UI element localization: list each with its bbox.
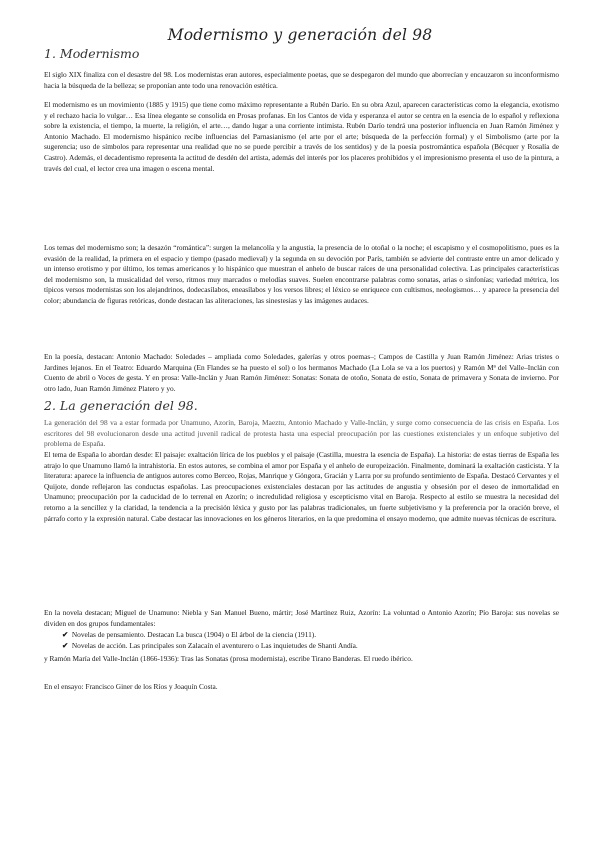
paragraph-generacion-ensayo: En el ensayo: Francisco Giner de los Ríos y Joaquín Costa. — [44, 682, 218, 691]
paragraph-generacion-novela: En la novela destacan; Miguel de Unamuno: Niebla y San Manuel Bueno, mártir; José Martínez Ruiz, Azorín: La voluntad o Antonio Azorín; Pío Baroja: sus novelas se dividen en dos grupos fundamentales: — [44, 608, 559, 628]
paragraph-generacion-valle-inclan: y Ramón María del Valle-Inclán (1866-1936): Tras las Sonatas (prosa modernista), escribe Tirano Banderas. El ruedo ibérico. — [44, 654, 413, 663]
list-item: ✔ Novelas de pensamiento. Destacan La busca (1904) o El árbol de la ciencia (1911). — [62, 630, 317, 639]
list-item: ✔ Novelas de acción. Las principales son Zalacaín el aventurero o Las inquietudes de Shanti Andía. — [62, 640, 358, 650]
paragraph-modernismo-obras: En la poesía, destacan: Antonio Machado: Soledades – ampliada como Soledades, galerías y otros poemas–; Campos de Castilla y Juan Ramón Jiménez: Arias tristes o Jardines lejanos. En el Teatro: Eduardo Marquina (En Flandes se ha puesto el sol) o los hermanos Machado (La Lola se va a los puertos) y Ramón Mª del Valle–Inclán con Cuento de abril o Voces de gesta. Y en prosa: Valle-Inclán y Juan Ramón Jiménez: Sonatas: Sonata de otoño, Sonata de estío, Sonata de primavera y Sonata de invierno. Por otro lado, Juan Ramón Jiménez Platero y yo. — [44, 352, 559, 393]
paragraph-modernismo-movimiento: El modernismo es un movimiento (1885 y 1915) que tiene como máximo representante a Rubén Darío. En su obra Azul, aparecen características como la elegancia, exotismo y el rechazo hacia lo vulgar… Esa línea elegante se consolida en Prosas profanas. En los Cantos de vida y esperanza el autor se centra en la esencia de lo español y reflexiona sobre la existencia, el tiempo, la muerte, la religión, el arte…, dando lugar a una corriente intimista. Rubén Darío tendrá una posterior influencia en Juan Ramón Jiménez y Antonio Machado. El modernismo hispánico recibe influencias del Parnasianismo (el arte por el arte; búsqueda de la perfección formal) y el Simbolismo (arte por la sugerencia; uso de símbolos para representar una realidad que no se puede percibir a través de los sentidos) y de la poesía postromántica española (Bécquer y Rosalía de Castro). Además, el decadentismo representa la actitud de desdén del artista, además del interés por los placeres prohibidos y el impresionismo presenta el uso de la pintura, a través del cual, el lector crea una imagen o escena mental. — [44, 100, 559, 173]
paragraph-modernismo-intro: El siglo XIX finaliza con el desastre del 98. Los modernistas eran autores, especialmente poetas, que se despegaron del mundo que aborrecían y encauzaron su inconformismo hacia la búsqueda de la belleza; se proponían ante todo una renovación estética. — [44, 70, 559, 90]
novel-group-list — [44, 630, 559, 651]
document-title: Modernismo y generación del 98 — [167, 26, 433, 44]
heading-generacion-98: 2. La generación del 98. — [44, 398, 198, 413]
paragraph-modernismo-temas: Los temas del modernismo son; la desazón “romántica”: surgen la melancolía y la angustia, la presencia de lo otoñal o la noche; el escapismo y el cosmopolitismo, pues es la evasión de la realidad, la primera en el espacio y tiempo (pasado medieval) y la segunda en su devoción por París, también se advierte del contraste entre un amor delicado y un intenso erotismo y por último, los temas americanos y lo hispánico que muestran el anhelo de buscar raíces de una personalidad colectiva. Las principales características del modernismo son, la musicalidad del verso, ritmos muy marcados o melodías suaves. Suelen encontrarse palabras como sonatas, arias o sinfonías; variedad métrica, los típicos versos modernistas son los alejandrinos, dodecasílabos, eneasílabos y los versos libres; el léxico se enriquece con cultismos, neologismos… y aparece la presencia del color; abundancia de figuras retóricas, donde destacan las aliteraciones, las sinestesias y las imágenes audaces. — [44, 243, 559, 305]
paragraph-generacion-intro: La generación del 98 va a estar formada por Unamuno, Azorín, Baroja, Maeztu, Antonio Machado y Valle-Inclán, y surge como consecuencia de las crisis en España. Los escritores del 98 evolucionaron desde una actitud juvenil radical de protesta hasta una especial preocupación por las cuestiones existenciales y un enfoque subjetivo del problema de España. — [44, 418, 559, 449]
check-icon: ✔ — [62, 640, 69, 650]
check-icon: ✔ — [62, 630, 69, 639]
paragraph-generacion-temas: El tema de España lo abordan desde: El paisaje: exaltación lírica de los pueblos y el paisaje (Castilla, muestra la esencia de España). La historia: de estas tierras de España les atrajo lo que Unamuno llamó la intrahistoria. En estos autores, se combina el amor por España y el anhelo de europeización. Finalmente, dominará la exaltación casticista. Y la literatura: aparece la influencia de antiguos autores como Berceo, Rojas, Manrique y Góngora, Gracián y Larra por su profundo sentimiento de España. Destacó Cervantes y el Quijote, donde reflejaron las conductas españolas. Las preocupaciones existenciales destacan por las actitudes de angustia y obsesión por el deseo de inmortalidad en Unamuno; preocupación por la caducidad de lo terrenal en Azorín; o incredulidad religiosa y escepticismo vital en Baroja. Respecto al estilo se muestra la necesidad del retorno a la sencillez y la claridad, la tendencia a la precisión léxica y gusto por las palabras tradicionales, un fuerte subjetivismo y la preferencia por la oración breve, el párrafo corto y la expresión natural. Cabe destacar las innovaciones en los géneros literarios, en la que predomina el ensayo moderno, que admite nuevas técnicas de escritura. — [44, 450, 559, 523]
heading-modernismo: 1. Modernismo — [44, 46, 140, 61]
